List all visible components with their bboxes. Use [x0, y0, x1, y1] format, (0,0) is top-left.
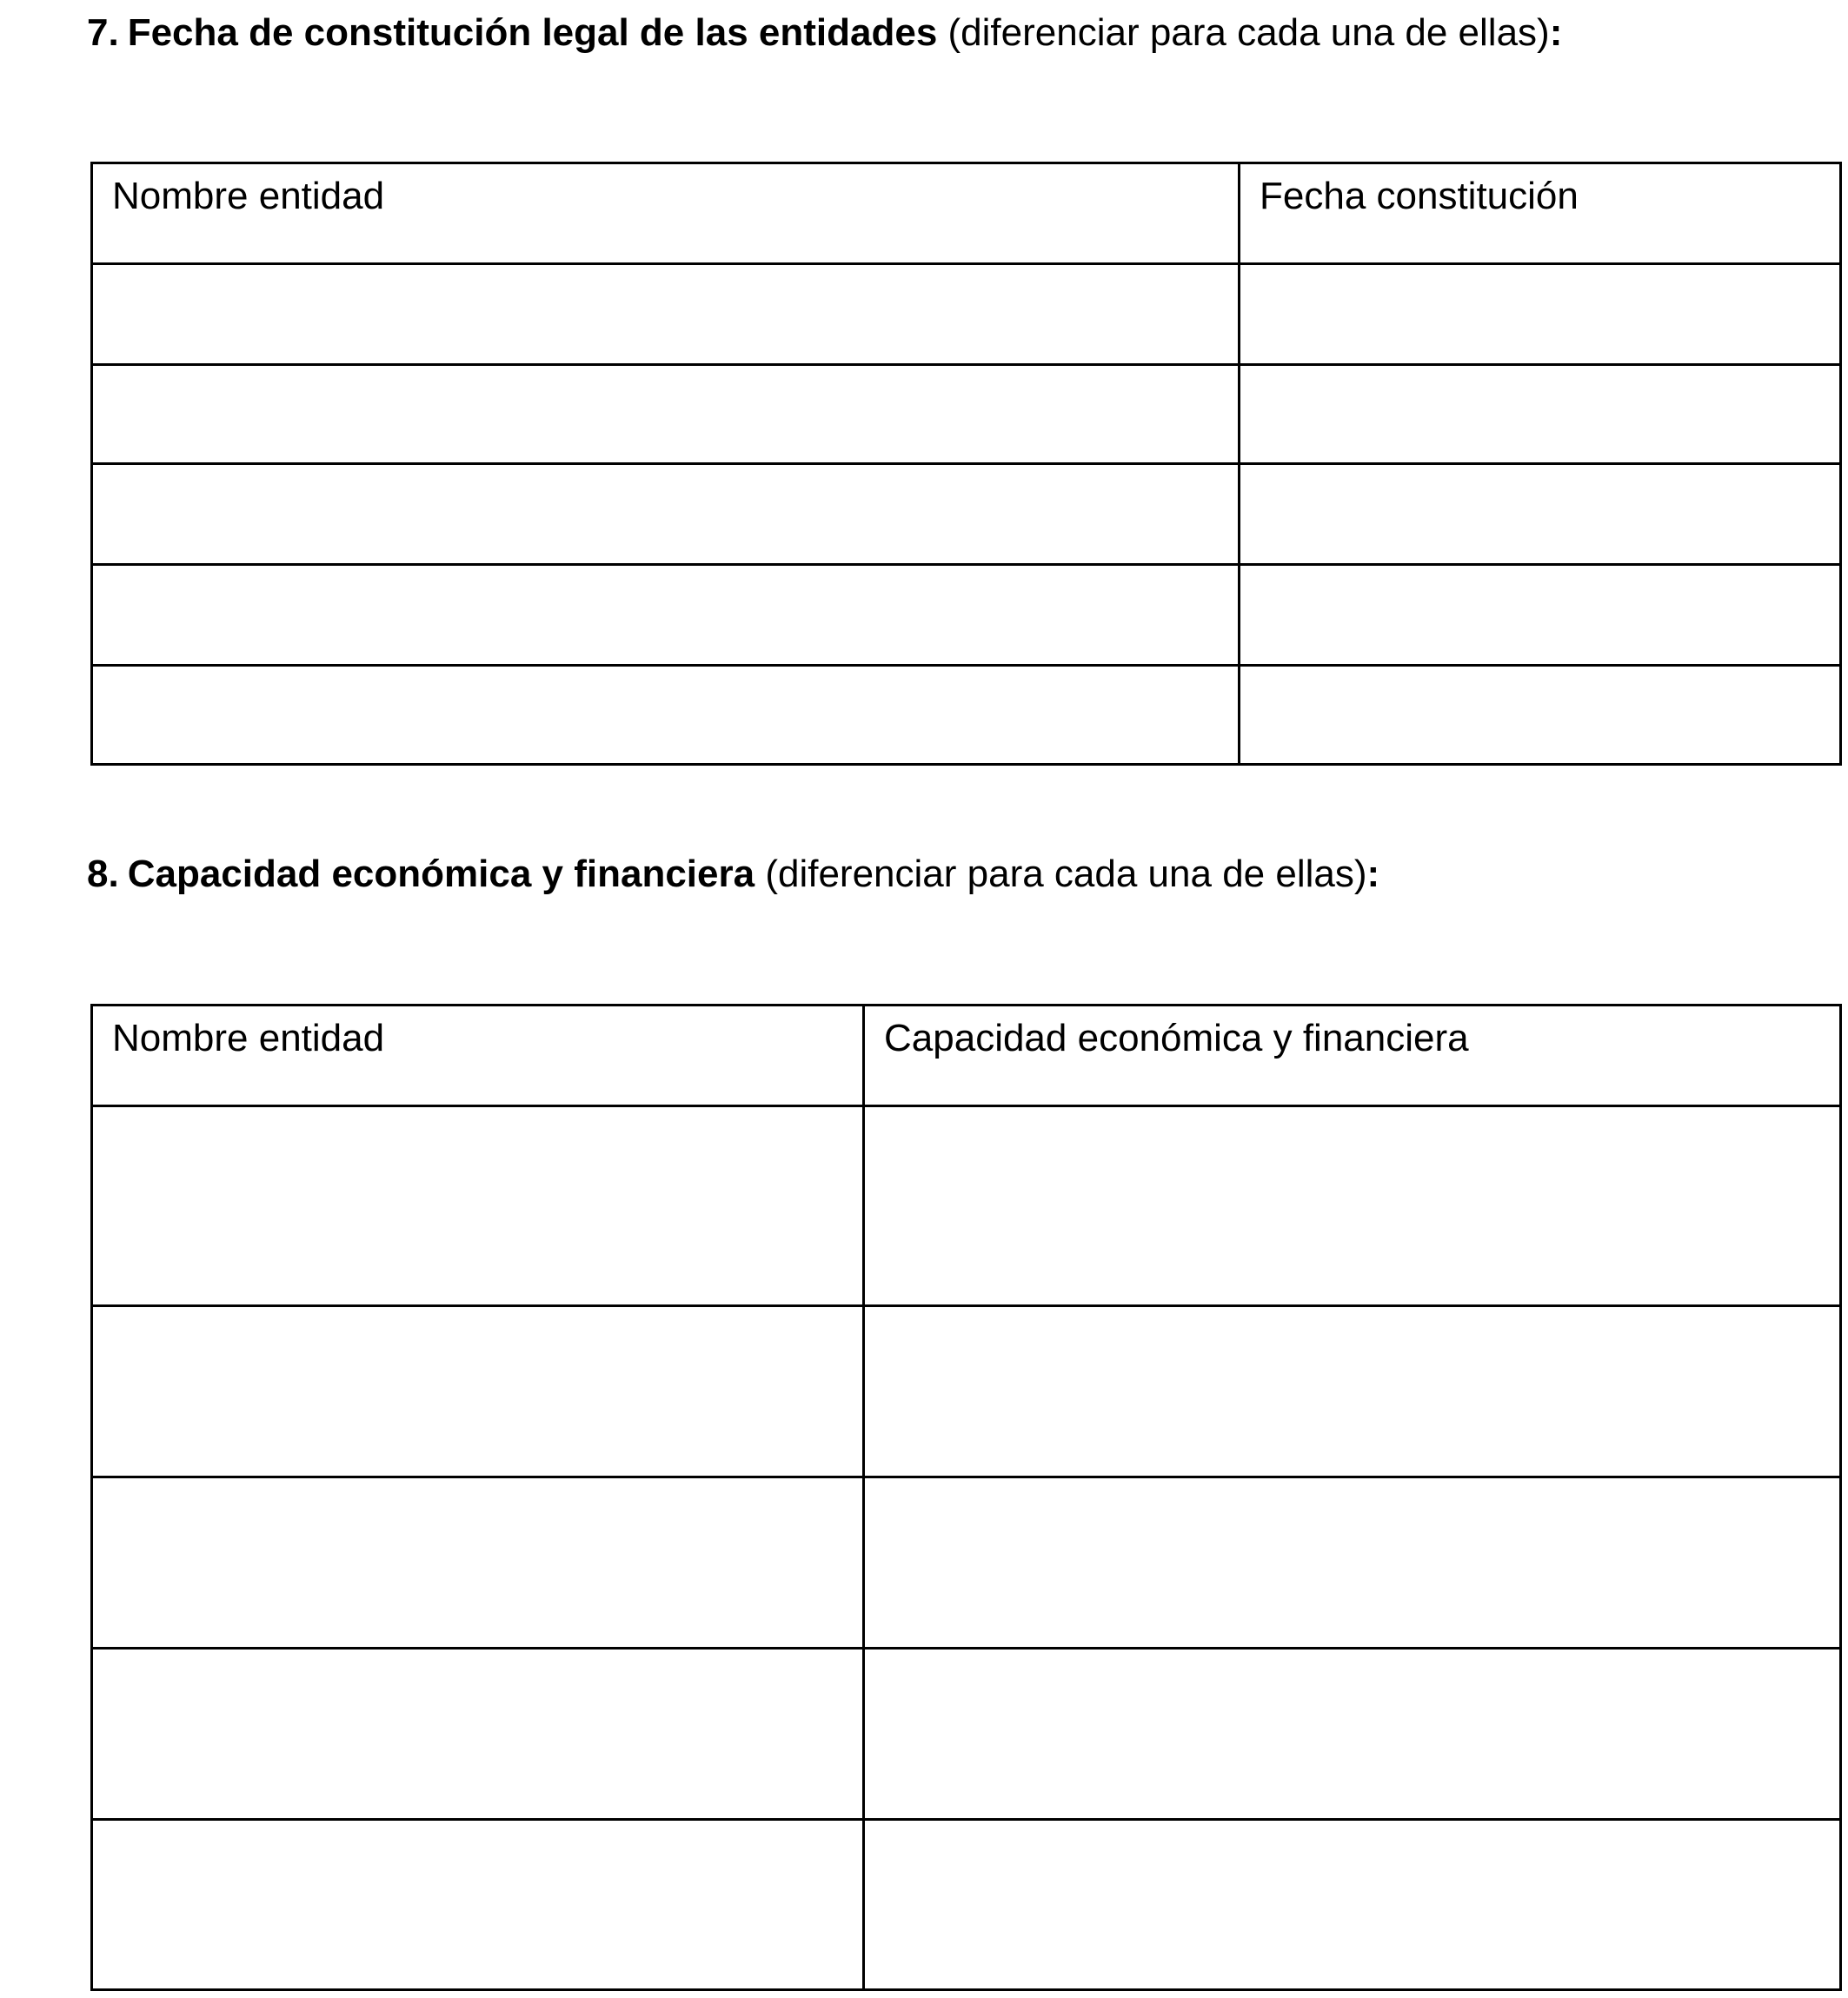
table-row	[92, 1820, 1841, 1990]
header-entity-name	[92, 1006, 864, 1106]
constitution-date-cell[interactable]	[1240, 365, 1841, 464]
entity-name-cell[interactable]	[92, 1820, 864, 1990]
header-economic-capacity-label: Capacidad económica y financiera	[884, 1017, 1469, 1059]
economic-capacity-cell[interactable]	[864, 1477, 1841, 1649]
table-row	[92, 464, 1841, 565]
table-row	[92, 264, 1841, 365]
entity-name-cell[interactable]	[92, 264, 1240, 365]
table-row	[92, 1106, 1841, 1306]
table-row	[92, 1477, 1841, 1649]
table-row	[92, 1649, 1841, 1820]
constitution-date-cell[interactable]	[1240, 565, 1841, 666]
section-7-colon: :	[1549, 11, 1563, 54]
section-7-number: 7.	[87, 11, 119, 54]
section-8-number: 8.	[87, 853, 119, 895]
economic-capacity-cell[interactable]	[864, 1820, 1841, 1990]
section-7-heading	[87, 10, 1562, 56]
header-entity-name-label: Nombre entidad	[112, 175, 385, 217]
constitution-date-cell[interactable]	[1240, 264, 1841, 365]
header-economic-capacity	[864, 1006, 1841, 1106]
section-8-heading	[87, 852, 1379, 897]
section-7-note: (diferenciar para cada una de ellas)	[937, 11, 1550, 54]
entity-name-cell[interactable]	[92, 1306, 864, 1477]
entity-constitution-date-table	[90, 162, 1842, 766]
entity-name-cell[interactable]	[92, 1106, 864, 1306]
section-8-note: (diferenciar para cada una de ellas)	[754, 853, 1367, 895]
table-row	[92, 365, 1841, 464]
economic-capacity-table	[90, 1004, 1842, 1991]
economic-capacity-cell[interactable]	[864, 1306, 1841, 1477]
header-entity-name	[92, 163, 1240, 264]
section-8-colon: :	[1366, 853, 1380, 895]
entity-name-cell[interactable]	[92, 666, 1240, 765]
economic-capacity-cell[interactable]	[864, 1649, 1841, 1820]
economic-capacity-cell[interactable]	[864, 1106, 1841, 1306]
header-constitution-date-label: Fecha constitución	[1260, 175, 1579, 217]
header-entity-name-label: Nombre entidad	[112, 1017, 385, 1059]
table-header-row	[92, 163, 1841, 264]
section-7-title: Fecha de constitución legal de las entidades	[127, 11, 938, 54]
entity-name-cell[interactable]	[92, 565, 1240, 666]
entity-name-cell[interactable]	[92, 464, 1240, 565]
table-row	[92, 565, 1841, 666]
table-header-row	[92, 1006, 1841, 1106]
table-row	[92, 1306, 1841, 1477]
entity-name-cell[interactable]	[92, 365, 1240, 464]
table-row	[92, 666, 1841, 765]
constitution-date-cell[interactable]	[1240, 464, 1841, 565]
entity-name-cell[interactable]	[92, 1649, 864, 1820]
entity-name-cell[interactable]	[92, 1477, 864, 1649]
constitution-date-cell[interactable]	[1240, 666, 1841, 765]
section-8-title: Capacidad económica y financiera	[127, 853, 755, 895]
header-constitution-date	[1240, 163, 1841, 264]
